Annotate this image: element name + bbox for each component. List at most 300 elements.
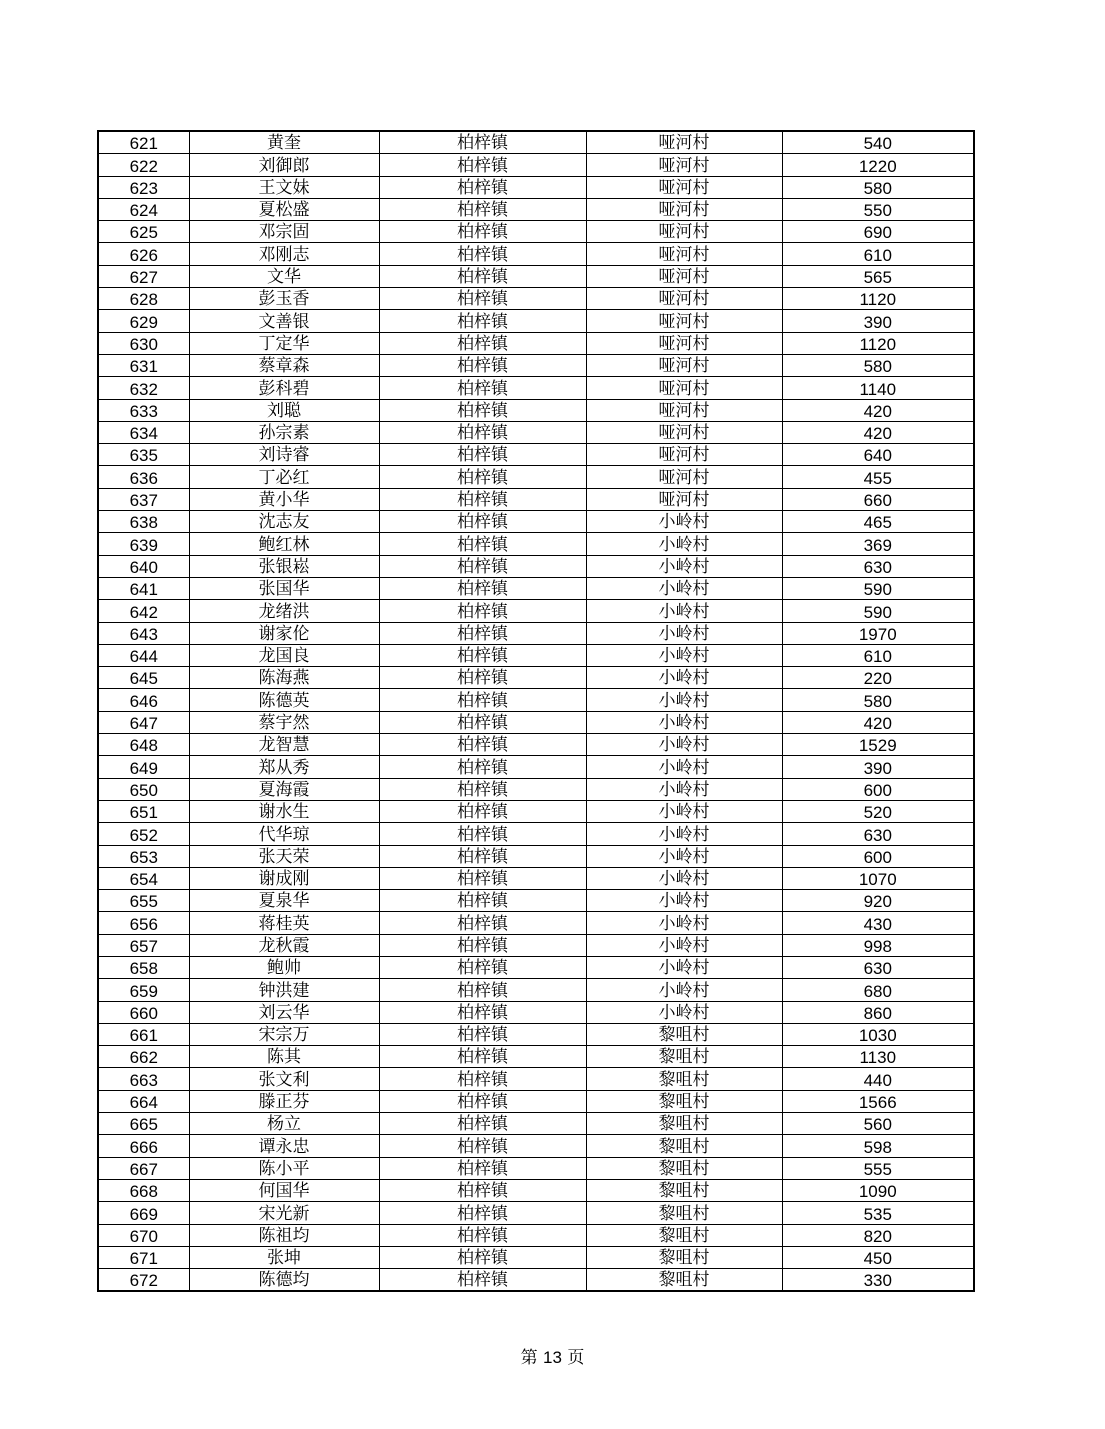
table-row xyxy=(98,466,974,488)
row-number-cell: 643 xyxy=(98,622,189,644)
village-name-cell: 哑河村 xyxy=(586,421,782,443)
row-number-cell: 648 xyxy=(98,734,189,756)
row-number-cell: 650 xyxy=(98,778,189,800)
table-row xyxy=(98,934,974,956)
row-number-cell: 628 xyxy=(98,288,189,310)
table-row xyxy=(98,1135,974,1157)
town-name-cell: 柏梓镇 xyxy=(379,444,586,466)
row-number-cell: 667 xyxy=(98,1157,189,1179)
town-name-cell: 柏梓镇 xyxy=(379,756,586,778)
row-number-cell: 666 xyxy=(98,1135,189,1157)
person-name-cell: 张天荣 xyxy=(189,845,379,867)
amount-value-cell: 560 xyxy=(782,1113,974,1135)
table-row xyxy=(98,1202,974,1224)
town-name-cell: 柏梓镇 xyxy=(379,644,586,666)
table-row xyxy=(98,644,974,666)
row-number-cell: 661 xyxy=(98,1023,189,1045)
table-row xyxy=(98,488,974,510)
village-name-cell: 黎咀村 xyxy=(586,1157,782,1179)
person-name-cell: 鲍帅 xyxy=(189,956,379,978)
table-row xyxy=(98,622,974,644)
row-number-cell: 623 xyxy=(98,176,189,198)
row-number-cell: 642 xyxy=(98,600,189,622)
person-name-cell: 何国华 xyxy=(189,1179,379,1201)
town-name-cell: 柏梓镇 xyxy=(379,1269,586,1292)
row-number-cell: 654 xyxy=(98,867,189,889)
table-row xyxy=(98,667,974,689)
village-name-cell: 小岭村 xyxy=(586,533,782,555)
town-name-cell: 柏梓镇 xyxy=(379,488,586,510)
amount-value-cell: 690 xyxy=(782,221,974,243)
person-name-cell: 黄小华 xyxy=(189,488,379,510)
row-number-cell: 662 xyxy=(98,1046,189,1068)
amount-value-cell: 1120 xyxy=(782,332,974,354)
person-name-cell: 陈德均 xyxy=(189,1269,379,1292)
person-name-cell: 蔡宇然 xyxy=(189,711,379,733)
table-row xyxy=(98,176,974,198)
village-name-cell: 小岭村 xyxy=(586,622,782,644)
table-row xyxy=(98,1113,974,1135)
amount-value-cell: 580 xyxy=(782,354,974,376)
amount-value-cell: 1120 xyxy=(782,288,974,310)
row-number-cell: 647 xyxy=(98,711,189,733)
village-name-cell: 小岭村 xyxy=(586,756,782,778)
village-name-cell: 小岭村 xyxy=(586,555,782,577)
row-number-cell: 629 xyxy=(98,310,189,332)
row-number-cell: 624 xyxy=(98,198,189,220)
village-name-cell: 小岭村 xyxy=(586,912,782,934)
table-row xyxy=(98,511,974,533)
row-number-cell: 635 xyxy=(98,444,189,466)
town-name-cell: 柏梓镇 xyxy=(379,778,586,800)
table-body xyxy=(98,131,974,1291)
row-number-cell: 670 xyxy=(98,1224,189,1246)
row-number-cell: 645 xyxy=(98,667,189,689)
town-name-cell: 柏梓镇 xyxy=(379,399,586,421)
town-name-cell: 柏梓镇 xyxy=(379,1157,586,1179)
row-number-cell: 640 xyxy=(98,555,189,577)
person-name-cell: 王文妹 xyxy=(189,176,379,198)
amount-value-cell: 440 xyxy=(782,1068,974,1090)
table-row xyxy=(98,577,974,599)
person-name-cell: 张坤 xyxy=(189,1246,379,1268)
village-name-cell: 黎咀村 xyxy=(586,1269,782,1292)
table-row xyxy=(98,288,974,310)
town-name-cell: 柏梓镇 xyxy=(379,533,586,555)
row-number-cell: 651 xyxy=(98,800,189,822)
amount-value-cell: 600 xyxy=(782,845,974,867)
amount-value-cell: 680 xyxy=(782,979,974,1001)
data-table xyxy=(97,130,975,1292)
person-name-cell: 夏海霞 xyxy=(189,778,379,800)
person-name-cell: 丁必红 xyxy=(189,466,379,488)
row-number-cell: 641 xyxy=(98,577,189,599)
table-row xyxy=(98,555,974,577)
table-row xyxy=(98,890,974,912)
amount-value-cell: 420 xyxy=(782,711,974,733)
village-name-cell: 小岭村 xyxy=(586,800,782,822)
person-name-cell: 孙宗素 xyxy=(189,421,379,443)
town-name-cell: 柏梓镇 xyxy=(379,1046,586,1068)
amount-value-cell: 998 xyxy=(782,934,974,956)
town-name-cell: 柏梓镇 xyxy=(379,711,586,733)
amount-value-cell: 630 xyxy=(782,956,974,978)
person-name-cell: 丁定华 xyxy=(189,332,379,354)
person-name-cell: 黄奎 xyxy=(189,131,379,154)
amount-value-cell: 1970 xyxy=(782,622,974,644)
amount-value-cell: 630 xyxy=(782,823,974,845)
table-row xyxy=(98,1001,974,1023)
row-number-cell: 669 xyxy=(98,1202,189,1224)
table-row xyxy=(98,1157,974,1179)
town-name-cell: 柏梓镇 xyxy=(379,667,586,689)
table-row xyxy=(98,1046,974,1068)
table-row xyxy=(98,711,974,733)
row-number-cell: 625 xyxy=(98,221,189,243)
amount-value-cell: 1070 xyxy=(782,867,974,889)
row-number-cell: 632 xyxy=(98,377,189,399)
table-row xyxy=(98,823,974,845)
amount-value-cell: 1220 xyxy=(782,154,974,176)
town-name-cell: 柏梓镇 xyxy=(379,176,586,198)
table-row xyxy=(98,1224,974,1246)
person-name-cell: 张国华 xyxy=(189,577,379,599)
footer-prefix: 第 xyxy=(520,1348,538,1368)
town-name-cell: 柏梓镇 xyxy=(379,689,586,711)
person-name-cell: 邓刚志 xyxy=(189,243,379,265)
page-number: 13 xyxy=(543,1348,562,1367)
amount-value-cell: 590 xyxy=(782,600,974,622)
village-name-cell: 小岭村 xyxy=(586,1001,782,1023)
village-name-cell: 黎咀村 xyxy=(586,1224,782,1246)
village-name-cell: 小岭村 xyxy=(586,934,782,956)
amount-value-cell: 1030 xyxy=(782,1023,974,1045)
town-name-cell: 柏梓镇 xyxy=(379,466,586,488)
town-name-cell: 柏梓镇 xyxy=(379,867,586,889)
row-number-cell: 633 xyxy=(98,399,189,421)
village-name-cell: 哑河村 xyxy=(586,265,782,287)
amount-value-cell: 540 xyxy=(782,131,974,154)
person-name-cell: 蒋桂英 xyxy=(189,912,379,934)
person-name-cell: 龙绪洪 xyxy=(189,600,379,622)
town-name-cell: 柏梓镇 xyxy=(379,511,586,533)
amount-value-cell: 220 xyxy=(782,667,974,689)
person-name-cell: 陈海燕 xyxy=(189,667,379,689)
village-name-cell: 小岭村 xyxy=(586,711,782,733)
amount-value-cell: 465 xyxy=(782,511,974,533)
amount-value-cell: 535 xyxy=(782,1202,974,1224)
person-name-cell: 谭永忠 xyxy=(189,1135,379,1157)
row-number-cell: 638 xyxy=(98,511,189,533)
person-name-cell: 彭科碧 xyxy=(189,377,379,399)
table-row xyxy=(98,332,974,354)
amount-value-cell: 598 xyxy=(782,1135,974,1157)
village-name-cell: 哑河村 xyxy=(586,310,782,332)
town-name-cell: 柏梓镇 xyxy=(379,1001,586,1023)
town-name-cell: 柏梓镇 xyxy=(379,555,586,577)
person-name-cell: 陈其 xyxy=(189,1046,379,1068)
row-number-cell: 655 xyxy=(98,890,189,912)
row-number-cell: 637 xyxy=(98,488,189,510)
table-row xyxy=(98,377,974,399)
amount-value-cell: 1090 xyxy=(782,1179,974,1201)
row-number-cell: 672 xyxy=(98,1269,189,1292)
amount-value-cell: 610 xyxy=(782,644,974,666)
table-row xyxy=(98,734,974,756)
amount-value-cell: 1140 xyxy=(782,377,974,399)
table-row xyxy=(98,979,974,1001)
person-name-cell: 刘云华 xyxy=(189,1001,379,1023)
table-row xyxy=(98,399,974,421)
page-footer xyxy=(0,1343,1105,1368)
person-name-cell: 张文利 xyxy=(189,1068,379,1090)
table-row xyxy=(98,867,974,889)
village-name-cell: 小岭村 xyxy=(586,956,782,978)
person-name-cell: 郑从秀 xyxy=(189,756,379,778)
row-number-cell: 646 xyxy=(98,689,189,711)
person-name-cell: 龙智慧 xyxy=(189,734,379,756)
table-row xyxy=(98,1090,974,1112)
village-name-cell: 小岭村 xyxy=(586,890,782,912)
table-row xyxy=(98,956,974,978)
amount-value-cell: 390 xyxy=(782,756,974,778)
person-name-cell: 鲍红林 xyxy=(189,533,379,555)
village-name-cell: 哑河村 xyxy=(586,243,782,265)
person-name-cell: 刘诗睿 xyxy=(189,444,379,466)
village-name-cell: 小岭村 xyxy=(586,979,782,1001)
town-name-cell: 柏梓镇 xyxy=(379,332,586,354)
village-name-cell: 哑河村 xyxy=(586,288,782,310)
town-name-cell: 柏梓镇 xyxy=(379,934,586,956)
village-name-cell: 黎咀村 xyxy=(586,1113,782,1135)
town-name-cell: 柏梓镇 xyxy=(379,243,586,265)
amount-value-cell: 600 xyxy=(782,778,974,800)
footer-suffix: 页 xyxy=(567,1348,585,1368)
village-name-cell: 小岭村 xyxy=(586,734,782,756)
village-name-cell: 黎咀村 xyxy=(586,1068,782,1090)
town-name-cell: 柏梓镇 xyxy=(379,131,586,154)
village-name-cell: 哑河村 xyxy=(586,377,782,399)
village-name-cell: 小岭村 xyxy=(586,845,782,867)
amount-value-cell: 920 xyxy=(782,890,974,912)
person-name-cell: 陈祖均 xyxy=(189,1224,379,1246)
town-name-cell: 柏梓镇 xyxy=(379,1246,586,1268)
town-name-cell: 柏梓镇 xyxy=(379,421,586,443)
row-number-cell: 653 xyxy=(98,845,189,867)
town-name-cell: 柏梓镇 xyxy=(379,956,586,978)
row-number-cell: 664 xyxy=(98,1090,189,1112)
town-name-cell: 柏梓镇 xyxy=(379,734,586,756)
table-row xyxy=(98,243,974,265)
amount-value-cell: 430 xyxy=(782,912,974,934)
town-name-cell: 柏梓镇 xyxy=(379,890,586,912)
row-number-cell: 630 xyxy=(98,332,189,354)
person-name-cell: 宋宗万 xyxy=(189,1023,379,1045)
town-name-cell: 柏梓镇 xyxy=(379,154,586,176)
table-row xyxy=(98,154,974,176)
village-name-cell: 哑河村 xyxy=(586,444,782,466)
amount-value-cell: 455 xyxy=(782,466,974,488)
town-name-cell: 柏梓镇 xyxy=(379,823,586,845)
village-name-cell: 黎咀村 xyxy=(586,1023,782,1045)
table-row xyxy=(98,533,974,555)
person-name-cell: 刘御郎 xyxy=(189,154,379,176)
village-name-cell: 小岭村 xyxy=(586,778,782,800)
amount-value-cell: 660 xyxy=(782,488,974,510)
village-name-cell: 黎咀村 xyxy=(586,1202,782,1224)
village-name-cell: 小岭村 xyxy=(586,600,782,622)
table-row xyxy=(98,421,974,443)
table-row xyxy=(98,800,974,822)
table-row xyxy=(98,1179,974,1201)
village-name-cell: 哑河村 xyxy=(586,488,782,510)
village-name-cell: 小岭村 xyxy=(586,577,782,599)
village-name-cell: 黎咀村 xyxy=(586,1046,782,1068)
town-name-cell: 柏梓镇 xyxy=(379,845,586,867)
town-name-cell: 柏梓镇 xyxy=(379,800,586,822)
town-name-cell: 柏梓镇 xyxy=(379,288,586,310)
village-name-cell: 小岭村 xyxy=(586,644,782,666)
person-name-cell: 宋光新 xyxy=(189,1202,379,1224)
town-name-cell: 柏梓镇 xyxy=(379,377,586,399)
town-name-cell: 柏梓镇 xyxy=(379,1090,586,1112)
table-row xyxy=(98,1269,974,1292)
person-name-cell: 代华琼 xyxy=(189,823,379,845)
town-name-cell: 柏梓镇 xyxy=(379,1202,586,1224)
town-name-cell: 柏梓镇 xyxy=(379,310,586,332)
person-name-cell: 彭玉香 xyxy=(189,288,379,310)
table-row xyxy=(98,1068,974,1090)
person-name-cell: 刘聪 xyxy=(189,399,379,421)
village-name-cell: 小岭村 xyxy=(586,823,782,845)
amount-value-cell: 1566 xyxy=(782,1090,974,1112)
amount-value-cell: 640 xyxy=(782,444,974,466)
row-number-cell: 621 xyxy=(98,131,189,154)
amount-value-cell: 450 xyxy=(782,1246,974,1268)
row-number-cell: 656 xyxy=(98,912,189,934)
town-name-cell: 柏梓镇 xyxy=(379,221,586,243)
town-name-cell: 柏梓镇 xyxy=(379,198,586,220)
table-row xyxy=(98,310,974,332)
row-number-cell: 665 xyxy=(98,1113,189,1135)
village-name-cell: 哑河村 xyxy=(586,466,782,488)
table-row xyxy=(98,265,974,287)
village-name-cell: 黎咀村 xyxy=(586,1246,782,1268)
amount-value-cell: 610 xyxy=(782,243,974,265)
row-number-cell: 652 xyxy=(98,823,189,845)
person-name-cell: 文华 xyxy=(189,265,379,287)
table-row xyxy=(98,756,974,778)
row-number-cell: 660 xyxy=(98,1001,189,1023)
table-row xyxy=(98,221,974,243)
amount-value-cell: 520 xyxy=(782,800,974,822)
row-number-cell: 668 xyxy=(98,1179,189,1201)
row-number-cell: 659 xyxy=(98,979,189,1001)
amount-value-cell: 590 xyxy=(782,577,974,599)
amount-value-cell: 580 xyxy=(782,689,974,711)
row-number-cell: 644 xyxy=(98,644,189,666)
village-name-cell: 哑河村 xyxy=(586,131,782,154)
amount-value-cell: 555 xyxy=(782,1157,974,1179)
table-row xyxy=(98,845,974,867)
amount-value-cell: 860 xyxy=(782,1001,974,1023)
town-name-cell: 柏梓镇 xyxy=(379,979,586,1001)
row-number-cell: 636 xyxy=(98,466,189,488)
town-name-cell: 柏梓镇 xyxy=(379,1023,586,1045)
village-name-cell: 黎咀村 xyxy=(586,1090,782,1112)
village-name-cell: 哑河村 xyxy=(586,198,782,220)
town-name-cell: 柏梓镇 xyxy=(379,1113,586,1135)
amount-value-cell: 630 xyxy=(782,555,974,577)
amount-value-cell: 565 xyxy=(782,265,974,287)
amount-value-cell: 420 xyxy=(782,421,974,443)
amount-value-cell: 1529 xyxy=(782,734,974,756)
row-number-cell: 663 xyxy=(98,1068,189,1090)
row-number-cell: 627 xyxy=(98,265,189,287)
person-name-cell: 夏松盛 xyxy=(189,198,379,220)
village-name-cell: 哑河村 xyxy=(586,399,782,421)
person-name-cell: 滕正芬 xyxy=(189,1090,379,1112)
table-row xyxy=(98,778,974,800)
town-name-cell: 柏梓镇 xyxy=(379,1135,586,1157)
town-name-cell: 柏梓镇 xyxy=(379,622,586,644)
row-number-cell: 626 xyxy=(98,243,189,265)
person-name-cell: 邓宗固 xyxy=(189,221,379,243)
table-row xyxy=(98,1246,974,1268)
table-row xyxy=(98,912,974,934)
person-name-cell: 沈志友 xyxy=(189,511,379,533)
person-name-cell: 陈德英 xyxy=(189,689,379,711)
village-name-cell: 哑河村 xyxy=(586,154,782,176)
table-row xyxy=(98,689,974,711)
table-row xyxy=(98,444,974,466)
person-name-cell: 夏泉华 xyxy=(189,890,379,912)
person-name-cell: 谢成刚 xyxy=(189,867,379,889)
table-row xyxy=(98,354,974,376)
person-name-cell: 谢水生 xyxy=(189,800,379,822)
town-name-cell: 柏梓镇 xyxy=(379,1224,586,1246)
person-name-cell: 龙国良 xyxy=(189,644,379,666)
town-name-cell: 柏梓镇 xyxy=(379,1068,586,1090)
amount-value-cell: 1130 xyxy=(782,1046,974,1068)
amount-value-cell: 330 xyxy=(782,1269,974,1292)
village-name-cell: 小岭村 xyxy=(586,667,782,689)
village-name-cell: 小岭村 xyxy=(586,689,782,711)
amount-value-cell: 580 xyxy=(782,176,974,198)
row-number-cell: 634 xyxy=(98,421,189,443)
person-name-cell: 张银崧 xyxy=(189,555,379,577)
table-row xyxy=(98,198,974,220)
amount-value-cell: 820 xyxy=(782,1224,974,1246)
town-name-cell: 柏梓镇 xyxy=(379,577,586,599)
village-name-cell: 哑河村 xyxy=(586,354,782,376)
row-number-cell: 639 xyxy=(98,533,189,555)
amount-value-cell: 550 xyxy=(782,198,974,220)
row-number-cell: 658 xyxy=(98,956,189,978)
town-name-cell: 柏梓镇 xyxy=(379,265,586,287)
village-name-cell: 小岭村 xyxy=(586,867,782,889)
row-number-cell: 622 xyxy=(98,154,189,176)
town-name-cell: 柏梓镇 xyxy=(379,354,586,376)
amount-value-cell: 369 xyxy=(782,533,974,555)
person-name-cell: 杨立 xyxy=(189,1113,379,1135)
village-name-cell: 哑河村 xyxy=(586,221,782,243)
town-name-cell: 柏梓镇 xyxy=(379,600,586,622)
village-name-cell: 黎咀村 xyxy=(586,1135,782,1157)
person-name-cell: 蔡章森 xyxy=(189,354,379,376)
row-number-cell: 631 xyxy=(98,354,189,376)
person-name-cell: 陈小平 xyxy=(189,1157,379,1179)
